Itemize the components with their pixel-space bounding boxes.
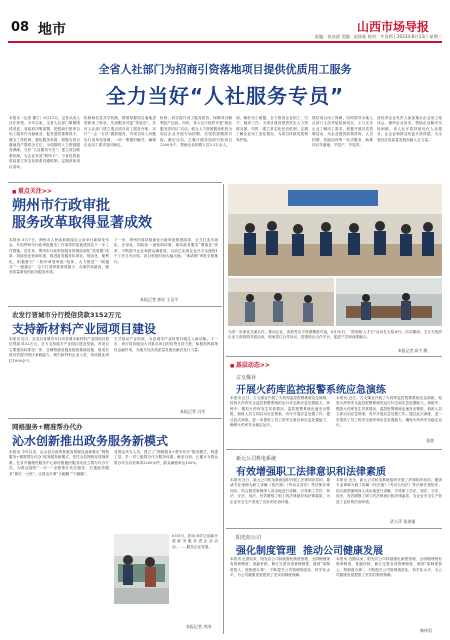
industry-sub-headline: 农发行晋城市分行授信贷款3152万元 — [12, 311, 122, 319]
internet-body-2: 务群众代办人员，建立了“网格服务+帮办代办”服务模式，构建了县、乡、村三级帮办代办服务体系。截至目前，已累计为群众帮办代办各类事项3200余件，群众满意率达100%。 — [114, 450, 218, 465]
industry-byline: 本报记者 冯雪 — [180, 409, 206, 414]
column-separator — [223, 184, 224, 634]
xinyuan-kicker: 新元公司机电系统 — [236, 456, 277, 462]
internet-byline: 本报记者 李涛 — [186, 624, 212, 629]
xinyuan-headline: 有效增强职工法律意识和法律素质 — [236, 467, 386, 478]
lead-col-6: 请优秀企业负责人参加重点企业用工座谈会，倾听企业诉求，帮助企业解决实际困难，省人社厅将持续优化人社服务，让企业和群众有更多获得感，为全省经济高质量发展贡献人社力量。 — [377, 116, 442, 142]
internet-sub-headline: 网格服务+精准帮办代办 — [12, 423, 83, 431]
grassroots-label: ■ 基层动态>> — [230, 360, 270, 369]
lead-kicker: 全省人社部门为招商引资落地项目提供优质用工服务 — [98, 63, 352, 76]
industry-headline: 支持新材料产业园项目建设 — [12, 322, 157, 336]
photo-caption: 为进一步深化交流合作，推动企业、高校等各方资源精准对接，6月10日，“晋阳湖·人才行”活动在太原举行。活动期间，主办方组织企业与高校面对面洽谈，现场签订合作协议，搭建校企合作平台，促进产学研深度融合。 — [228, 330, 442, 340]
section-name: 地市 — [38, 22, 66, 38]
editor-credits: 责编：张冰清 美编：赵浚菘 校对：牛君莉 | 2023年6月13日 星期二 — [314, 34, 442, 39]
event-photo-main — [228, 184, 442, 276]
yangguangfang-byline: 韩伟君 — [420, 628, 432, 633]
xinyuan-body-2: 本报讯 近日，新元公司机电系统组织开展了法律知识培训，邀请专业律师为职工讲解《民法典》《劳动合同法》等法律法规知识，结合典型案例深入浅出地进行讲解，引导职工学法、知法、守法、用法，有效增强了职工的法律意识和法律素质，为企业安全生产营造了良好的法治环境。 — [336, 478, 442, 504]
internet-body-1: 本报讯 今年以来，沁水县行政审批服务管理局创新推出“网格服务+精准帮办代办”政务服务新模式，依托全县网格化管理体系，在各乡镇便民服务中心和村级便民服务站设立帮办代办专员，为群众提供“一对一”全程帮办代办服务，打通政务服务“最后一公里”，让群众办事“少跑腿”“不跑腿”。 — [9, 450, 109, 476]
focus-byline: 本报记者 郭宏 王汉平 — [140, 297, 179, 302]
focus-body-2: 下一步，朔州市将持续深化行政审批制度改革，全力打造市场化、法治化、国际化一流营商环境，推动政务服务“增值化”改革，不断提升企业和群众满意度。目前已实现企业开办全流程1个工作日内办结，项目审批时间大幅压缩，“承诺制”审批全面推行。 — [114, 238, 218, 264]
yangguangfang-headline: 强化制度管理 推动公司健康发展 — [236, 546, 383, 557]
internet-headline: 沁水创新推出政务服务新模式 — [12, 434, 169, 448]
internet-body-3: 6月5日，阳泉市矿区创新开展政务服务进企业活动，……服务企业发展。 — [172, 534, 218, 549]
focus-divider — [8, 306, 222, 307]
focus-headline: 朔州市行政审批 服务改革取得显著成效 — [12, 198, 152, 231]
gujiao-kicker: 古交煤业 — [236, 375, 257, 381]
right-divider-1 — [226, 356, 442, 357]
focus-body-1: 本报讯 6月7日，朔州市人民政府新闻办公室举行新闻发布会，介绍朔州市行政审批服务工作取得的显著成效及下一步工作措施。近年来，朔州市行政审批服务管理局深化“放管服”改革，持续优化营商环境，推进政务服务标准化、规范化、便利化，积极推行“一枚印章管审批”改革，大力推进“一网通办”“一窗通办”，全力打造审批事项最少、办事效率最高、服务质量最优的政务服务环境。 — [9, 238, 109, 275]
industry-body-1: 本报讯 近日，农发行晋城市分行向晋城市新材料产业园项目授信贷款3152万元，全力支持地方产业园区建设发展。该项目主要建设标准化厂房、仓储物流设施及配套基础设施，建成后将有效提升园区承载能力，吸引新材料企业入驻，带动就业岗位1000余个。 — [9, 337, 109, 363]
yangguangfang-body-1: 本报讯 近期以来，阳光坊公司持续强化制度管理，全面梳理现有规章制度，查漏补缺，修订完善各项管理制度，做到“用制度管人、按制度办事”，不断提升公司管理规范化、科学化水平，为公司健康发展提供了坚实的制度保障。 — [230, 557, 330, 578]
lead-col-4: 到，解好用工难题，全力推进企业招工、引才、稳岗工作，为项目建设提供坚实人力资源支撑。同时，建立常态化回访机制，定期了解企业用工变化情况，为项目持续发展保驾护航。 — [236, 116, 308, 142]
lead-col-5: 抓好项目用工保障，同时指导各地人社部门主动对接招商项目，上门走访企业了解用工需求，积极开展各类招聘活动，为企业提供政策咨询、人员招聘、技能培训等一站式服务，助推项目早落地、早投产、早见效。 — [312, 116, 373, 148]
lead-col-1: 本报讯（记者 董宁）6月12日，记者从省人社厅获悉，今年以来，全省人社部门紧紧围绕省委、省政府决策部署，把招商引资项目用工服务作为稳就业、促发展的重要抓手，健全工作机制，强化服务举措，积极为项目落地投产提供全方位、全周期的人力资源服务保障，当好“人社服务专员”。建立项目联系机制，为企业发放“联络卡”，与省投资促进局建立常态化联系沟通机制，定期获取项目清单。 — [9, 116, 80, 169]
lead-headline: 全力当好“人社服务专员” — [105, 84, 345, 108]
focus-label: ■ 重点关注>> — [12, 186, 52, 195]
lead-col-3: 机制，切实提升用工服务质效，保障项目顺利投产运营。同时，省人社厅组织开展“就业服务进项目”活动，联合人力资源服务机构为项目企业开展专场招聘，实现供需精准对接。截至目前，已累计服务招商引资项目1200余个，帮助企业招聘人员3.2万余人。 — [160, 116, 232, 148]
xinyuan-body-1: 本报讯 近日，新元公司机电系统组织开展了法律知识培训，邀请专业律师为职工讲解《民法典》《劳动合同法》等法律法规知识，结合典型案例深入浅出地进行讲解，引导职工学法、知法、守法、用法，有效增强了职工的法律意识和法律素质，为企业安全生产营造了良好的法治环境。 — [230, 478, 330, 504]
right-divider-2 — [226, 449, 442, 450]
industry-divider — [8, 418, 222, 419]
event-photo-right — [336, 278, 442, 326]
gujiao-body-1: 本报讯 近日，古交煤业开展了火药库监控报警系统应急演练，检验火药库安全监控报警系统的运行状态和应急处置能力。演练中，模拟火药库发生异常情况，监控报警系统迅速发出警报，值班人员立即启动应急预案，有序开展应急处置工作。通过此次演练，进一步提高了员工的安全意识和应急处置能力，确保火药库安全稳定运行。 — [230, 396, 330, 428]
paper-name: 山西市场导报 — [357, 20, 430, 34]
lead-divider — [8, 182, 222, 183]
photo-caption-byline: 本报记者 高宇 摄 — [398, 348, 427, 353]
right-divider-3 — [226, 528, 442, 529]
masthead-rule — [8, 41, 442, 43]
lead-col-2: 机制和信息共享机制，精准掌握项目落地进度和用工需求，实现服务对接“零延迟”。各市人社部门建立重点项目用工服务台账，实行“一企一专员”跟踪服务，对项目用工问题实行清单化管理，一项一策限时解决，确保企业用工需求及时满足。 — [84, 116, 156, 148]
service-hall-photo — [114, 534, 169, 604]
yangguangfang-kicker: 阳光坊公司 — [236, 535, 262, 541]
gujiao-headline: 开展火药库监控报警系统应急演练 — [236, 385, 386, 396]
event-photo-left — [228, 278, 334, 326]
gujiao-body-2: 本报讯 近日，古交煤业开展了火药库监控报警系统应急演练，检验火药库安全监控报警系统的运行状态和应急处置能力。演练中，模拟火药库发生异常情况，监控报警系统迅速发出警报，值班人员立即启动应急预案，有序开展应急处置工作。通过此次演练，进一步提高了员工的安全意识和应急处置能力，确保火药库安全稳定运行。 — [336, 396, 442, 428]
yangguangfang-body-2: 本报讯 近期以来，阳光坊公司持续强化制度管理，全面梳理现有规章制度，查漏补缺，修订完善各项管理制度，做到“用制度管人、按制度办事”，不断提升公司管理规范化、科学化水平，为公司健康发展提供了坚实的制度保障。 — [336, 557, 442, 578]
xinyuan-byline: 武小萍 张琼瑾 — [390, 519, 416, 524]
page-number: 08 — [11, 20, 30, 35]
industry-body-2: 方式推动产业招商，为晋城市产业转型升级注入新动能。下一步，该行将持续加大对重点项目的信贷支持力度，积极发挥政策性金融作用，为地方经济高质量发展贡献农发行力量。 — [114, 337, 218, 352]
gujiao-byline: 张波 — [426, 438, 434, 443]
